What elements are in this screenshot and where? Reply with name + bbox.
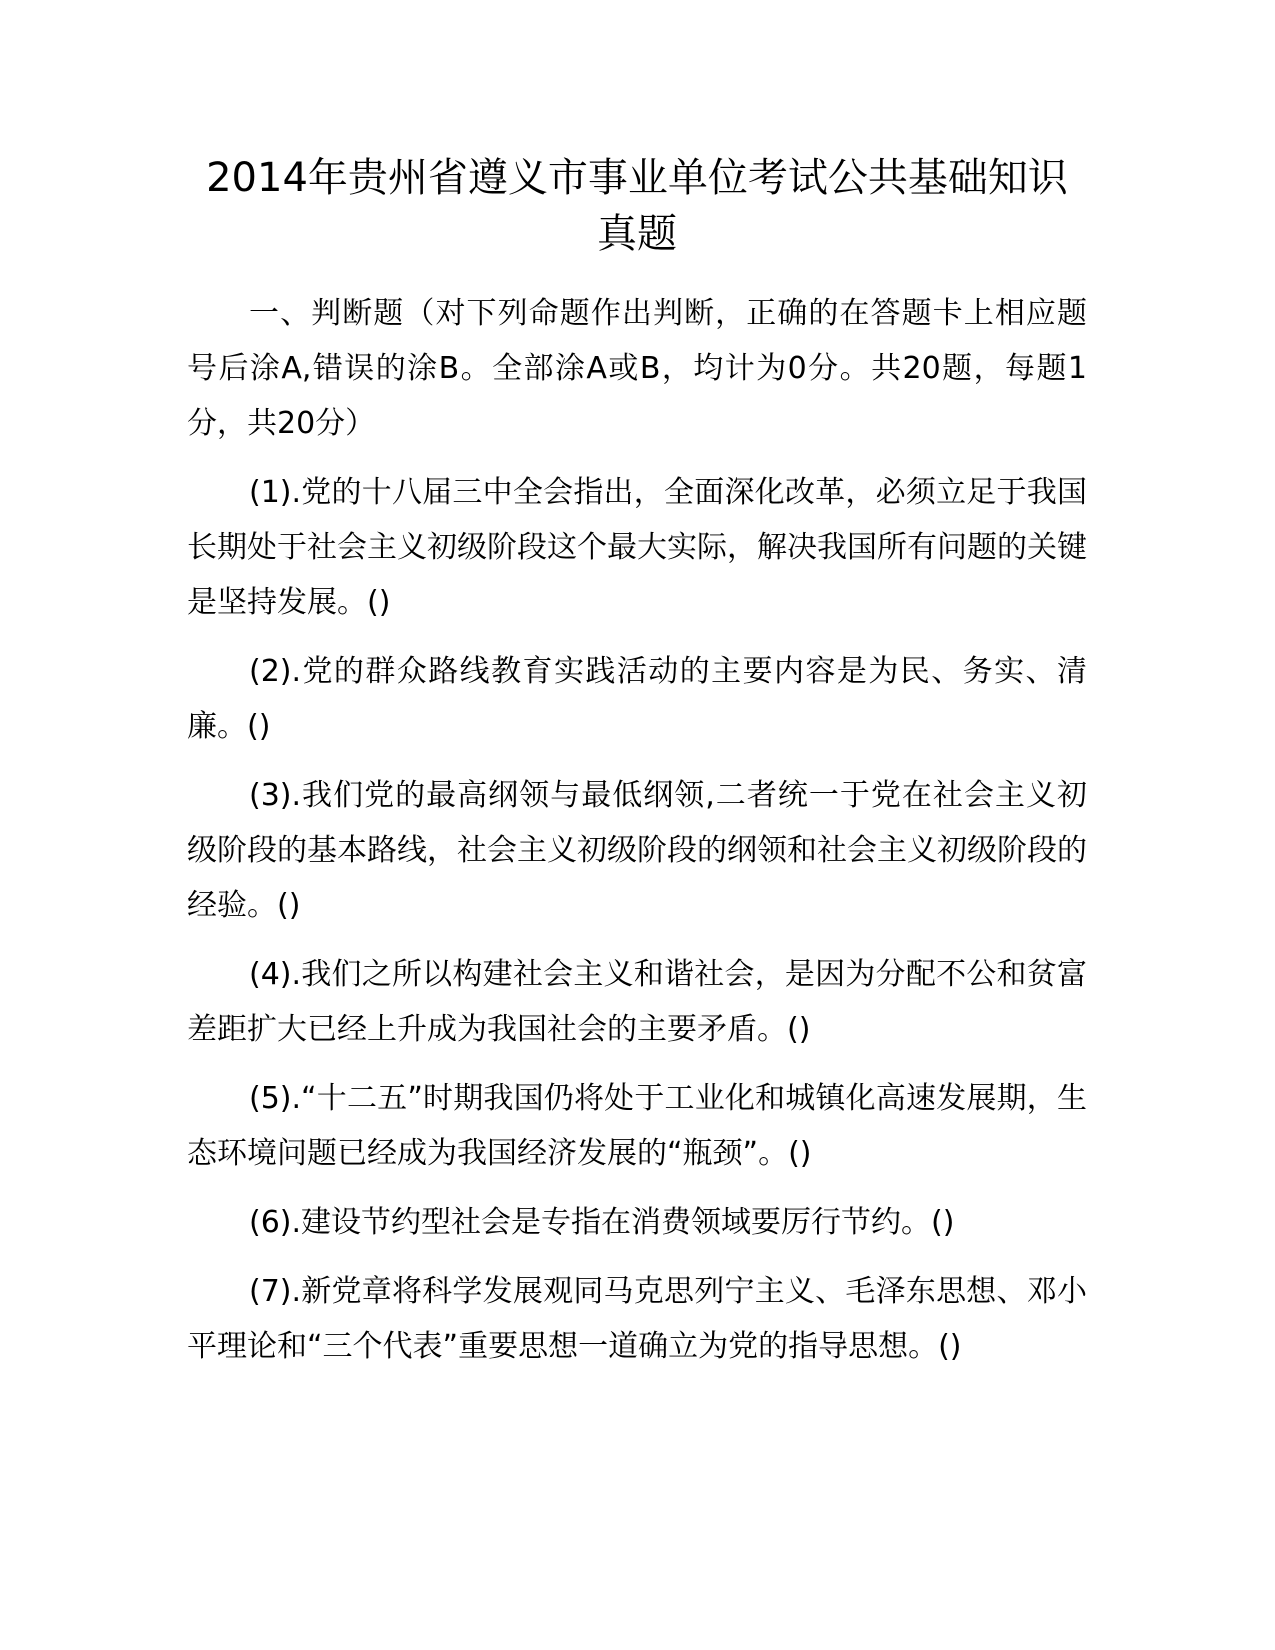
section-intro: 一、判断题（对下列命题作出判断，正确的在答题卡上相应题号后涂A,错误的涂B。全部涂A或B，均计为0分。共20题，每题1分，共20分）: [187, 296, 1087, 441]
question-5: (5).“十二五”时期我国仍将处于工业化和城镇化高速发展期，生态环境问题已经成为我国经济发展的“瓶颈”。(): [187, 1081, 1087, 1171]
question-6: (6).建设节约型社会是专指在消费领域要厉行节约。(): [249, 1205, 955, 1240]
document-page: [187, 150, 1087, 1374]
question-3: (3).我们党的最高纲领与最低纲领,二者统一于党在社会主义初级阶段的基本路线，社会主义初级阶段的纲领和社会主义初级阶段的经验。(): [187, 778, 1087, 923]
question-1: (1).党的十八届三中全会指出，全面深化改革，必须立足于我国长期处于社会主义初级阶段这个最大实际，解决我国所有问题的关键是坚持发展。(): [187, 475, 1087, 620]
document-title: 2014年贵州省遵义市事业单位考试公共基础知识真题: [206, 155, 1068, 257]
question-7: (7).新党章将科学发展观同马克思列宁主义、毛泽东思想、邓小平理论和“三个代表”重要思想一道确立为党的指导思想。(): [187, 1274, 1087, 1364]
question-2: (2).党的群众路线教育实践活动的主要内容是为民、务实、清廉。(): [187, 654, 1087, 744]
question-4: (4).我们之所以构建社会主义和谐社会，是因为分配不公和贫富差距扩大已经上升成为我国社会的主要矛盾。(): [187, 957, 1087, 1047]
